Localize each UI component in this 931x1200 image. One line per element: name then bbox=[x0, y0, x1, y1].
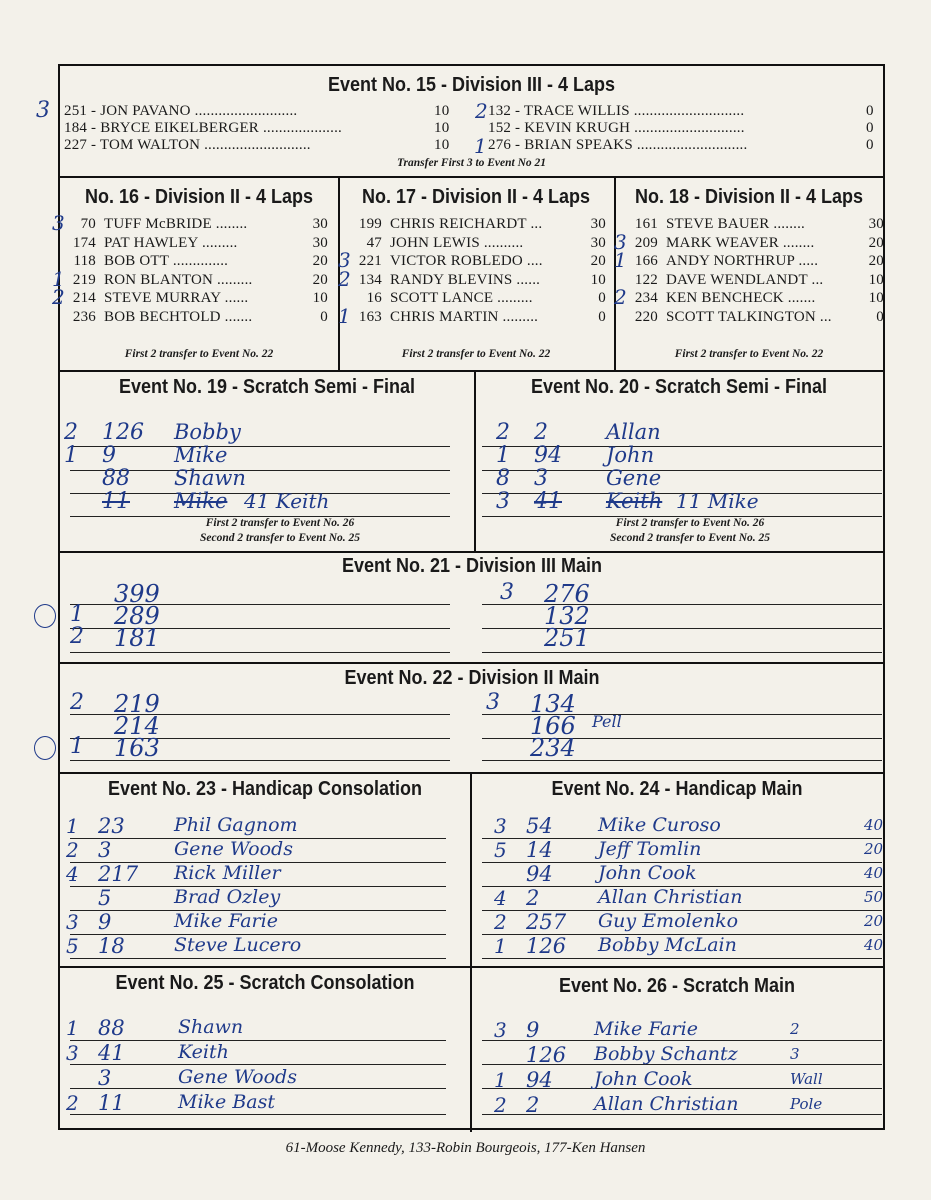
transfer-note: Transfer First 3 to Event No 21 bbox=[396, 157, 547, 169]
event-17-title: No. 17 - Division II - 4 Laps bbox=[361, 186, 591, 208]
write-in-line bbox=[482, 628, 882, 629]
driver-name: Allan bbox=[606, 420, 661, 444]
divider bbox=[60, 551, 883, 553]
finish-mark: 5 bbox=[494, 838, 507, 862]
car-number: 234 bbox=[634, 290, 658, 307]
driver-name: Shawn bbox=[178, 1016, 244, 1038]
transfer-note: First 2 transfer to Event No. 26 bbox=[615, 517, 765, 529]
entry-row bbox=[64, 103, 297, 120]
driver-name: Phil Gagnom bbox=[174, 814, 298, 836]
car-number: 94 bbox=[526, 1068, 553, 1092]
finish-mark: 2 bbox=[70, 624, 84, 649]
finish-mark: 3 bbox=[52, 211, 65, 235]
car-number: 234 bbox=[530, 734, 576, 762]
driver-name: Mike bbox=[174, 489, 228, 513]
note: Pell bbox=[592, 712, 622, 731]
finish-mark: 2 bbox=[475, 99, 488, 123]
write-in-line bbox=[70, 1064, 446, 1065]
driver-name: Allan Christian bbox=[594, 1093, 739, 1115]
car-number: 5 bbox=[98, 886, 112, 910]
entry-text: 276 - BRIAN SPEAKS ............................ bbox=[488, 137, 748, 153]
car-number: 9 bbox=[526, 1018, 540, 1042]
finish-mark: 2 bbox=[70, 690, 84, 715]
finish-mark: 3 bbox=[486, 690, 500, 715]
car-number: 134 bbox=[530, 690, 576, 718]
car-number: 236 bbox=[72, 309, 96, 325]
car-number: 199 bbox=[358, 216, 382, 232]
entry-points: 30 bbox=[868, 216, 884, 232]
entry-points: 0 bbox=[598, 290, 606, 307]
entry-points: 10 bbox=[434, 103, 450, 119]
car-number: 257 bbox=[526, 910, 567, 934]
entry-points: 30 bbox=[590, 234, 606, 251]
replacement-entry: 11 Mike bbox=[676, 489, 759, 513]
car-number: 2 bbox=[526, 886, 540, 910]
driver-name: John Cook bbox=[594, 1068, 693, 1090]
transfer-note: Second 2 transfer to Event No. 25 bbox=[609, 532, 771, 544]
entry-points: 10 bbox=[312, 290, 328, 307]
finish-mark: 1 bbox=[494, 934, 507, 958]
driver-name: Mike Bast bbox=[178, 1091, 276, 1113]
entry-points: Pole bbox=[790, 1095, 823, 1113]
entry-points: 3 bbox=[790, 1045, 800, 1063]
car-number: 166 bbox=[530, 712, 576, 740]
finish-mark: 1 bbox=[66, 1016, 79, 1040]
entry-points: 0 bbox=[866, 120, 874, 136]
car-number: 9 bbox=[102, 443, 116, 468]
entry-text: 227 - TOM WALTON ........................... bbox=[64, 137, 311, 153]
car-number: 2 bbox=[534, 420, 548, 445]
car-number: 221 bbox=[358, 253, 382, 270]
circle-mark bbox=[34, 736, 56, 760]
car-number: 3 bbox=[534, 466, 548, 491]
finish-mark: 1 bbox=[70, 602, 84, 627]
car-number: 214 bbox=[72, 290, 96, 307]
entry-points: 0 bbox=[866, 103, 874, 119]
driver-name: VICTOR ROBLEDO .... bbox=[390, 253, 543, 270]
finish-mark: 3 bbox=[496, 489, 510, 514]
car-number: 88 bbox=[98, 1016, 125, 1040]
write-in-line bbox=[70, 1088, 446, 1089]
driver-name: Allan Christian bbox=[598, 886, 743, 908]
car-number: 174 bbox=[72, 234, 96, 251]
entry-points: 0 bbox=[598, 309, 606, 325]
divider bbox=[60, 370, 883, 372]
entry-points: 10 bbox=[590, 271, 606, 288]
driver-name: Brad Ozley bbox=[174, 886, 281, 908]
car-number: 88 bbox=[102, 466, 130, 491]
finish-mark: 2 bbox=[64, 420, 78, 445]
driver-name: CHRIS REICHARDT ... bbox=[390, 216, 543, 232]
driver-name: Mike bbox=[174, 443, 228, 467]
entry-row bbox=[488, 103, 744, 120]
write-in-line bbox=[70, 446, 450, 447]
car-number: 3 bbox=[98, 1066, 112, 1090]
entry-text: 132 - TRACE WILLIS ............................ bbox=[488, 103, 745, 119]
driver-name: Keith bbox=[606, 489, 663, 513]
car-number: 3 bbox=[98, 838, 112, 862]
entry-points: 20 bbox=[868, 253, 884, 270]
car-number: 219 bbox=[72, 271, 96, 288]
car-number: 70 bbox=[80, 216, 96, 232]
finish-mark: 3 bbox=[500, 580, 514, 605]
transfer-note: First 2 transfer to Event No. 22 bbox=[674, 348, 824, 360]
divider bbox=[470, 772, 472, 1132]
driver-name: TUFF McBRIDE ........ bbox=[104, 216, 248, 232]
driver-name: Mike Farie bbox=[174, 910, 278, 932]
transfer-note: Second 2 transfer to Event No. 25 bbox=[199, 532, 361, 544]
entry-points: 30 bbox=[590, 216, 606, 232]
car-number: 2 bbox=[526, 1093, 540, 1117]
entry-points: 40 bbox=[864, 816, 884, 834]
driver-name: Mike Curoso bbox=[598, 814, 721, 836]
driver-name: Keith bbox=[178, 1041, 229, 1063]
event-22-title: Event No. 22 - Division II Main bbox=[344, 667, 600, 689]
driver-name: Mike Farie bbox=[594, 1018, 698, 1040]
write-in-line bbox=[482, 1040, 882, 1041]
car-number: 16 bbox=[366, 290, 382, 307]
entry-points: 30 bbox=[312, 234, 328, 251]
finish-mark: 2 bbox=[338, 266, 351, 291]
entry-points: 0 bbox=[866, 137, 874, 153]
driver-name: CHRIS MARTIN ......... bbox=[390, 309, 539, 325]
finish-mark: 3 bbox=[494, 1018, 507, 1042]
driver-name: KEN BENCHECK ....... bbox=[666, 290, 816, 307]
driver-name: RANDY BLEVINS ...... bbox=[390, 271, 541, 288]
driver-name: RON BLANTON ......... bbox=[104, 271, 253, 288]
entry-points: 20 bbox=[312, 253, 328, 270]
car-number: 126 bbox=[102, 420, 144, 445]
driver-name: DAVE WENDLANDT ... bbox=[666, 271, 824, 288]
event-21-title: Event No. 21 - Division III Main bbox=[341, 555, 603, 577]
entry-points: 20 bbox=[590, 253, 606, 270]
driver-name: BOB OTT .............. bbox=[104, 253, 229, 270]
finish-mark: 2 bbox=[614, 285, 627, 310]
entry-points: 50 bbox=[864, 888, 884, 906]
entry-row bbox=[64, 137, 311, 154]
driver-name: Bobby Schantz bbox=[594, 1043, 738, 1065]
car-number: 14 bbox=[526, 838, 553, 862]
car-number: 9 bbox=[98, 910, 112, 934]
entry-points: 20 bbox=[864, 840, 884, 858]
car-number: 161 bbox=[634, 216, 658, 232]
car-number: 217 bbox=[98, 862, 139, 886]
circle-mark bbox=[34, 604, 56, 628]
divider bbox=[614, 176, 616, 370]
entry-points: 10 bbox=[868, 290, 884, 307]
driver-name: ANDY NORTHRUP ..... bbox=[666, 253, 819, 270]
finish-mark: 3 bbox=[66, 910, 79, 934]
car-number: 214 bbox=[114, 712, 160, 740]
write-in-line bbox=[70, 652, 450, 653]
car-number: 41 bbox=[534, 489, 562, 514]
driver-name: Bobby McLain bbox=[598, 934, 737, 956]
car-number: 289 bbox=[114, 602, 160, 630]
driver-name: Rick Miller bbox=[174, 862, 281, 884]
write-in-line bbox=[482, 958, 882, 959]
entry-points: 20 bbox=[312, 271, 328, 288]
car-number: 163 bbox=[114, 734, 160, 762]
driver-name: JOHN LEWIS .......... bbox=[390, 234, 524, 251]
replacement-entry: 41 Keith bbox=[244, 489, 330, 513]
event-20-title: Event No. 20 - Scratch Semi - Final bbox=[530, 376, 828, 398]
driver-name: Gene bbox=[606, 466, 662, 490]
driver-name: Gene Woods bbox=[174, 838, 293, 860]
car-number: 181 bbox=[114, 624, 160, 652]
divider bbox=[60, 662, 883, 664]
driver-name: Gene Woods bbox=[178, 1066, 297, 1088]
finish-mark: 1 bbox=[474, 134, 487, 158]
car-number: 11 bbox=[98, 1091, 125, 1115]
car-number: 132 bbox=[544, 602, 590, 630]
entry-row bbox=[488, 137, 747, 154]
car-number: 18 bbox=[98, 934, 125, 958]
finish-mark: 3 bbox=[338, 248, 351, 273]
finish-mark: 3 bbox=[36, 98, 50, 123]
driver-name: Guy Emolenko bbox=[598, 910, 739, 932]
entry-points: 20 bbox=[864, 912, 884, 930]
car-number: 94 bbox=[534, 443, 562, 468]
event-24-title: Event No. 24 - Handicap Main bbox=[551, 778, 803, 800]
finish-mark: 1 bbox=[338, 304, 351, 328]
finish-mark: 2 bbox=[494, 1093, 507, 1117]
entry-text: 152 - KEVIN KRUGH ............................ bbox=[488, 120, 745, 136]
finish-mark: 2 bbox=[52, 285, 65, 310]
entry-points: 10 bbox=[434, 120, 450, 136]
car-number: 399 bbox=[114, 580, 160, 608]
transfer-note: First 2 transfer to Event No. 22 bbox=[401, 348, 551, 360]
entry-row bbox=[488, 120, 745, 137]
driver-name: PAT HAWLEY ......... bbox=[104, 234, 238, 251]
driver-name: John Cook bbox=[598, 862, 697, 884]
finish-mark: 1 bbox=[66, 814, 79, 838]
finish-mark: 4 bbox=[494, 886, 507, 910]
car-number: 23 bbox=[98, 814, 125, 838]
finish-mark: 1 bbox=[52, 266, 65, 291]
finish-mark: 2 bbox=[66, 1091, 79, 1115]
finish-mark: 1 bbox=[494, 1068, 507, 1092]
car-number: 54 bbox=[526, 814, 553, 838]
car-number: 126 bbox=[526, 934, 567, 958]
car-number: 276 bbox=[544, 580, 590, 608]
entry-points: 20 bbox=[868, 234, 884, 251]
entry-text: 184 - BRYCE EIKELBERGER .................... bbox=[64, 120, 342, 136]
car-number: 41 bbox=[98, 1041, 125, 1065]
driver-name: BOB BECHTOLD ....... bbox=[104, 309, 253, 325]
write-in-line bbox=[482, 652, 882, 653]
driver-name: STEVE BAUER ........ bbox=[666, 216, 805, 232]
driver-name: MARK WEAVER ........ bbox=[666, 234, 815, 251]
write-in-line bbox=[70, 1114, 446, 1115]
entry-points: 40 bbox=[864, 864, 884, 882]
event-26-title: Event No. 26 - Scratch Main bbox=[558, 975, 796, 997]
finish-mark: 3 bbox=[614, 229, 627, 254]
write-in-line bbox=[482, 604, 882, 605]
finish-mark: 2 bbox=[494, 910, 507, 934]
driver-name: John bbox=[606, 443, 655, 467]
car-number: 11 bbox=[102, 489, 130, 514]
driver-name: SCOTT LANCE ......... bbox=[390, 290, 533, 307]
transfer-note: First 2 transfer to Event No. 26 bbox=[205, 517, 355, 529]
driver-name: SCOTT TALKINGTON ... bbox=[666, 309, 832, 325]
event-19-title: Event No. 19 - Scratch Semi - Final bbox=[118, 376, 416, 398]
driver-name: Shawn bbox=[174, 466, 246, 490]
driver-name: Steve Lucero bbox=[174, 934, 302, 956]
finish-mark: 3 bbox=[494, 814, 507, 838]
finish-mark: 2 bbox=[496, 420, 510, 445]
car-number: 126 bbox=[526, 1043, 567, 1067]
finish-mark: 1 bbox=[496, 443, 510, 468]
write-in-line bbox=[70, 1040, 446, 1041]
finish-mark: 3 bbox=[66, 1041, 79, 1065]
car-number: 118 bbox=[73, 253, 96, 270]
entry-points: 0 bbox=[320, 309, 328, 325]
divider bbox=[474, 370, 476, 551]
car-number: 163 bbox=[358, 309, 382, 325]
entry-points: 10 bbox=[434, 137, 450, 153]
car-number: 122 bbox=[634, 271, 658, 288]
entry-points: 2 bbox=[790, 1020, 800, 1038]
divider bbox=[60, 176, 883, 178]
car-number: 219 bbox=[114, 690, 160, 718]
event-16-title: No. 16 - Division II - 4 Laps bbox=[84, 186, 314, 208]
finish-mark: 5 bbox=[66, 934, 79, 958]
finish-mark: 4 bbox=[66, 862, 79, 886]
finish-mark: 8 bbox=[496, 466, 510, 491]
finish-mark: 1 bbox=[64, 443, 78, 468]
car-number: 209 bbox=[634, 234, 658, 251]
car-number: 220 bbox=[634, 309, 658, 325]
car-number: 134 bbox=[358, 271, 382, 288]
event-23-title: Event No. 23 - Handicap Consolation bbox=[107, 778, 423, 800]
car-number: 166 bbox=[634, 253, 658, 270]
finish-mark: 1 bbox=[70, 734, 84, 759]
finish-mark: 1 bbox=[614, 248, 627, 273]
entry-points: 10 bbox=[868, 271, 884, 288]
driver-name: Jeff Tomlin bbox=[598, 838, 702, 860]
entry-points: 40 bbox=[864, 936, 884, 954]
write-in-line bbox=[70, 958, 446, 959]
driver-name: STEVE MURRAY ...... bbox=[104, 290, 249, 307]
entry-text: 251 - JON PAVANO .......................... bbox=[64, 103, 298, 119]
event-15-title: Event No. 15 - Division III - 4 Laps bbox=[327, 74, 616, 96]
finish-mark: 2 bbox=[66, 838, 79, 862]
footer-note: 61-Moose Kennedy, 133-Robin Bourgeois, 177-Ken Hansen bbox=[285, 1140, 646, 1156]
transfer-note: First 2 transfer to Event No. 22 bbox=[124, 348, 274, 360]
car-number: 251 bbox=[544, 624, 590, 652]
entry-points: Wall bbox=[790, 1070, 823, 1088]
car-number: 94 bbox=[526, 862, 553, 886]
driver-name: Bobby bbox=[174, 420, 241, 444]
event-25-title: Event No. 25 - Scratch Consolation bbox=[115, 972, 415, 994]
event-18-title: No. 18 - Division II - 4 Laps bbox=[634, 186, 864, 208]
entry-row bbox=[64, 120, 342, 137]
entry-points: 0 bbox=[876, 309, 884, 325]
entry-points: 30 bbox=[312, 216, 328, 232]
car-number: 47 bbox=[366, 234, 382, 251]
